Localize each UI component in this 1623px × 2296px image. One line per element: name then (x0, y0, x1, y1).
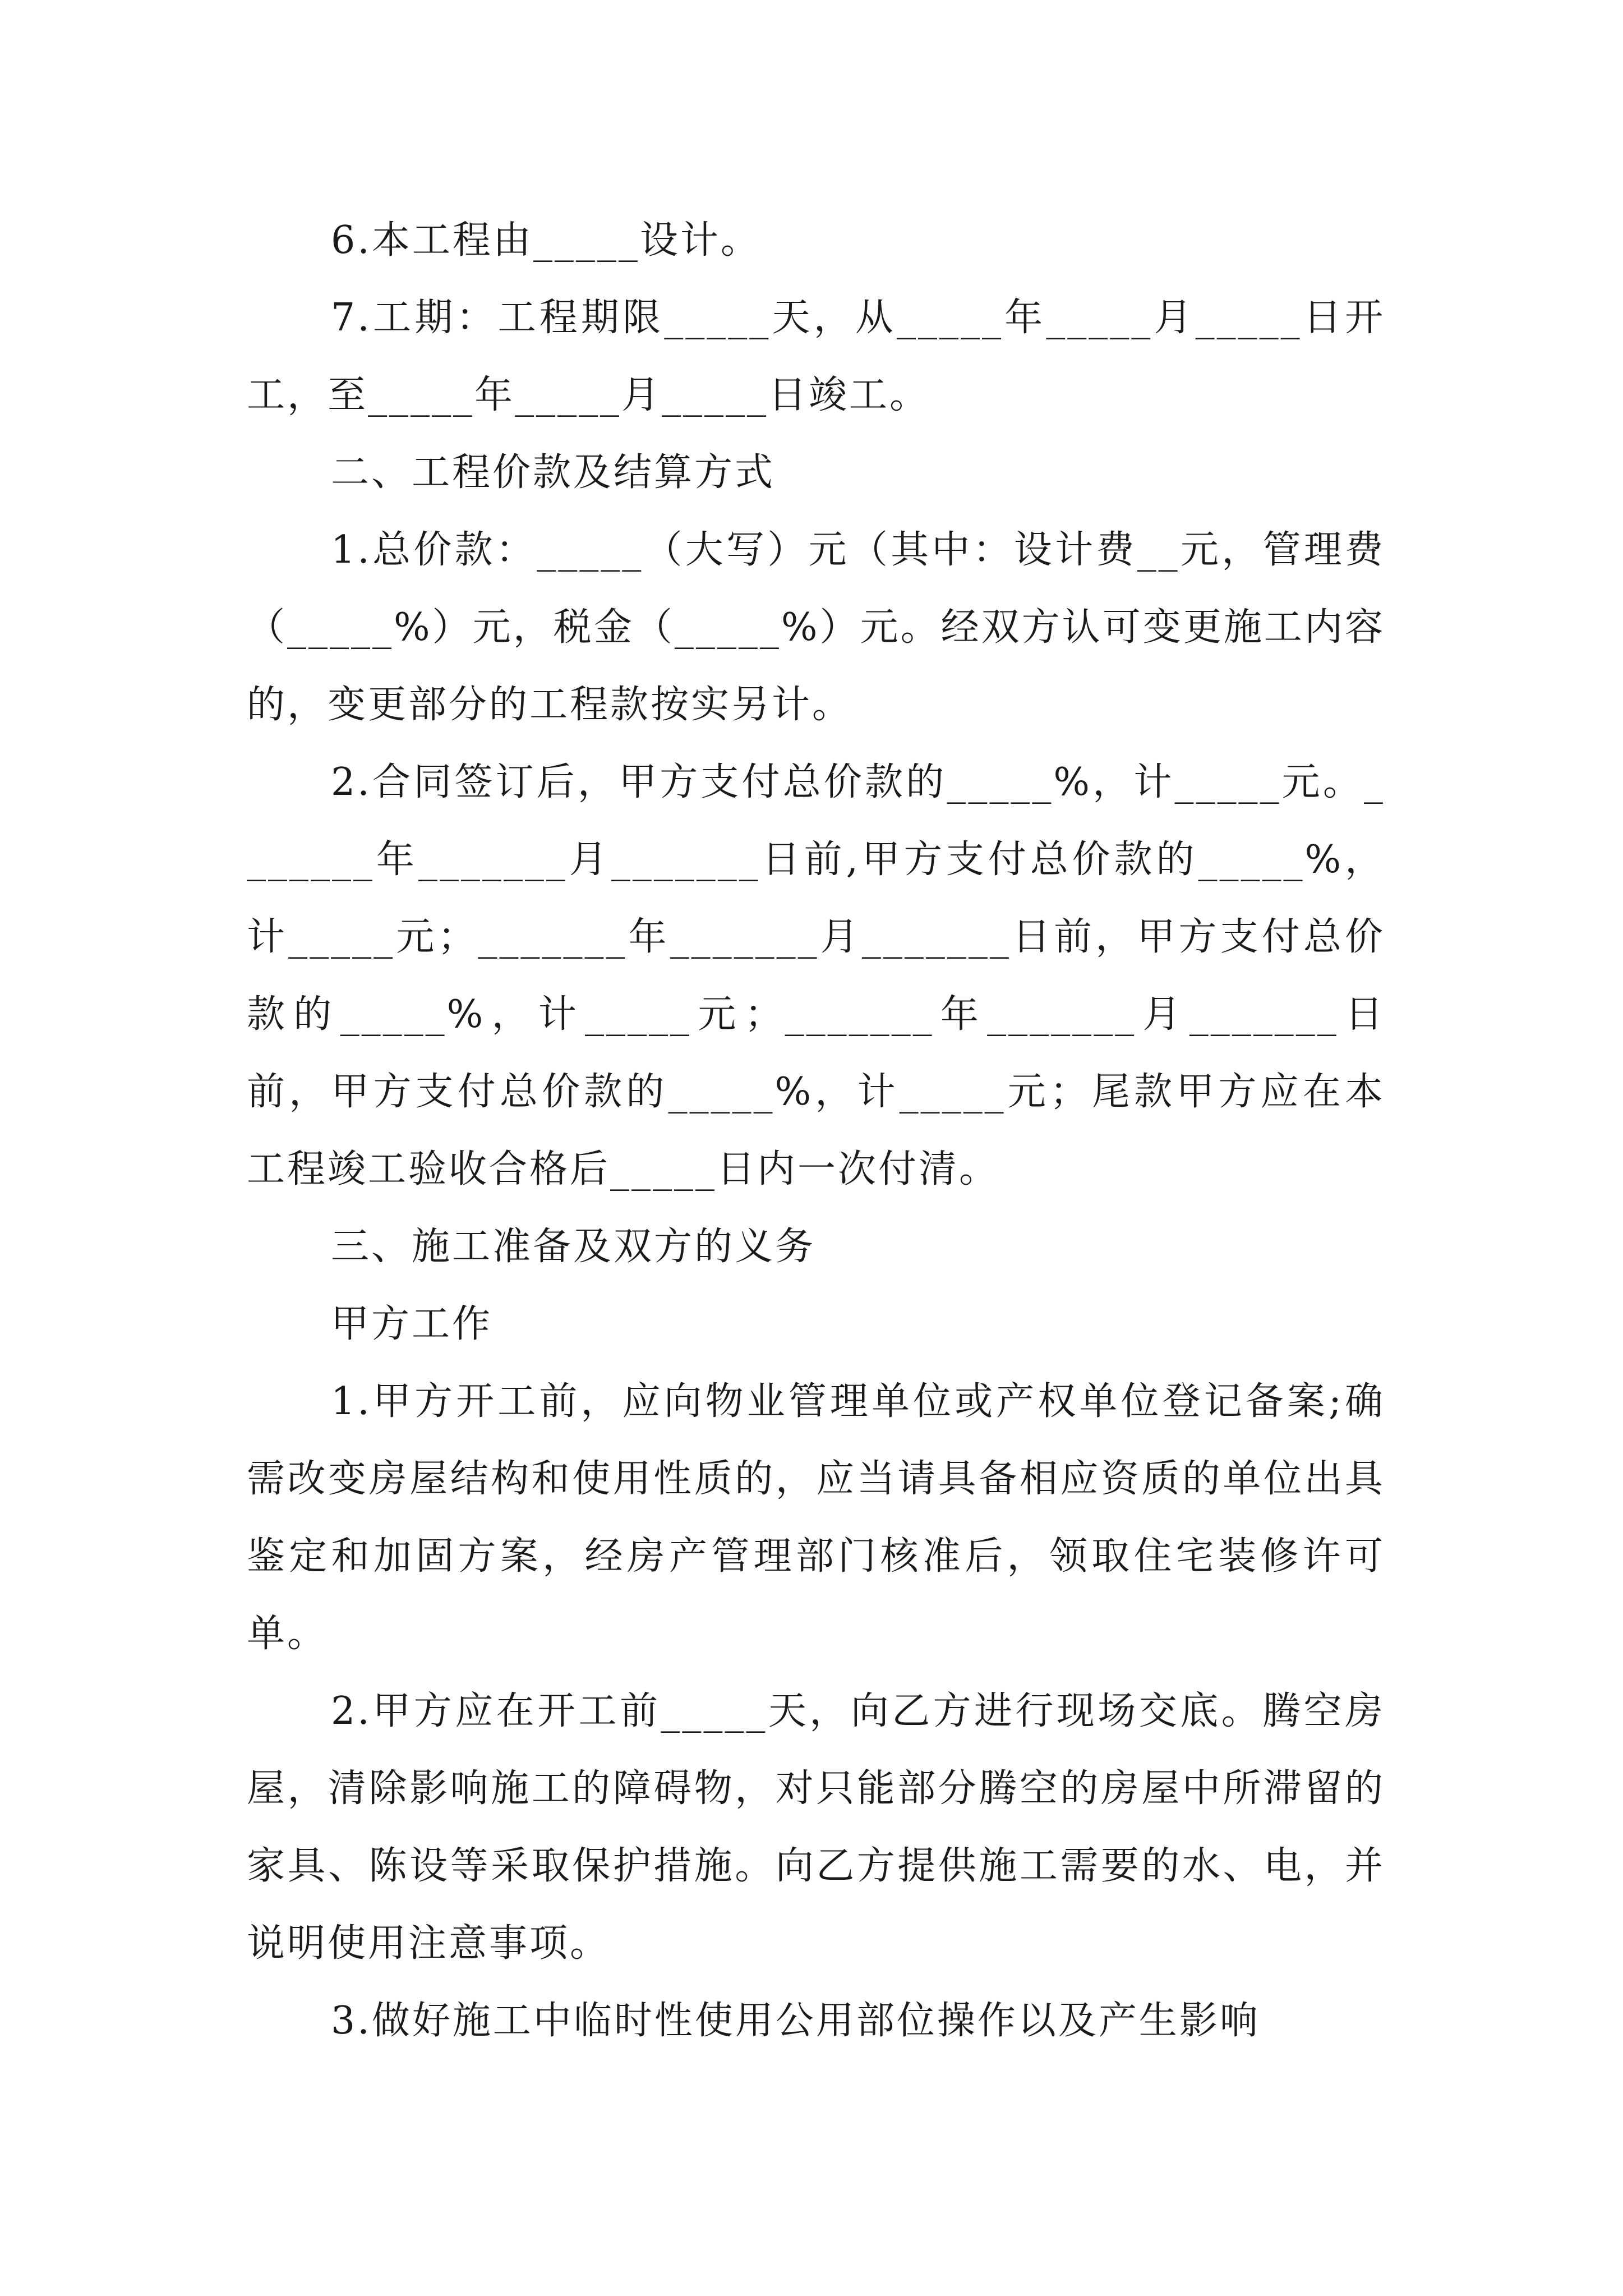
paragraph-designer: 6.本工程由_____设计。 (331, 218, 761, 263)
paragraph-site-handover: 2.甲方应在开工前_____天，向乙方进行现场交底。腾空房屋，清除影响施工的障碍物，对只能部分腾空的房屋中所滞留的家具、陈设等采取保护措施。向乙方提供施工需要的水、电，并说明使用注意事项。 (247, 1689, 1385, 1966)
paragraph-registration: 1.甲方开工前，应向物业管理单位或产权单位登记备案;确需改变房屋结构和使用性质的，应当请具备相应资质的单位出具鉴定和加固方案，经房产管理部门核准后，领取住宅装修许可单。 (247, 1379, 1385, 1656)
document-body (247, 202, 1385, 2060)
paragraph-public-areas: 3.做好施工中临时性使用公用部位操作以及产生影响 (331, 1999, 1260, 2043)
paragraph-payment-schedule: 2.合同签订后，甲方支付总价款的_____%，计_____元。_______年_______月_______日前,甲方支付总价款的_____%，计_____元；_______年_______月_______日前，甲方支付总价款的_____%，计_____元；_______年_______月_______日前，甲方支付总价款的_____%，计_____元；尾款甲方应在本工程竣工验收合格后_____日内一次付清。 (247, 760, 1385, 1191)
paragraph-total-price: 1.总价款：_____（大写）元（其中：设计费__元，管理费（_____%）元，税金（_____%）元。经双方认可变更施工内容的，变更部分的工程款按实另计。 (247, 528, 1385, 727)
paragraph-duration: 7.工期：工程期限_____天，从_____年_____月_____日开工，至_____年_____月_____日竣工。 (247, 296, 1385, 417)
subheading-party-a: 甲方工作 (331, 1302, 493, 1346)
section-heading-obligations: 三、施工准备及双方的义务 (331, 1225, 816, 1269)
section-heading-price: 二、工程价款及结算方式 (331, 450, 776, 495)
